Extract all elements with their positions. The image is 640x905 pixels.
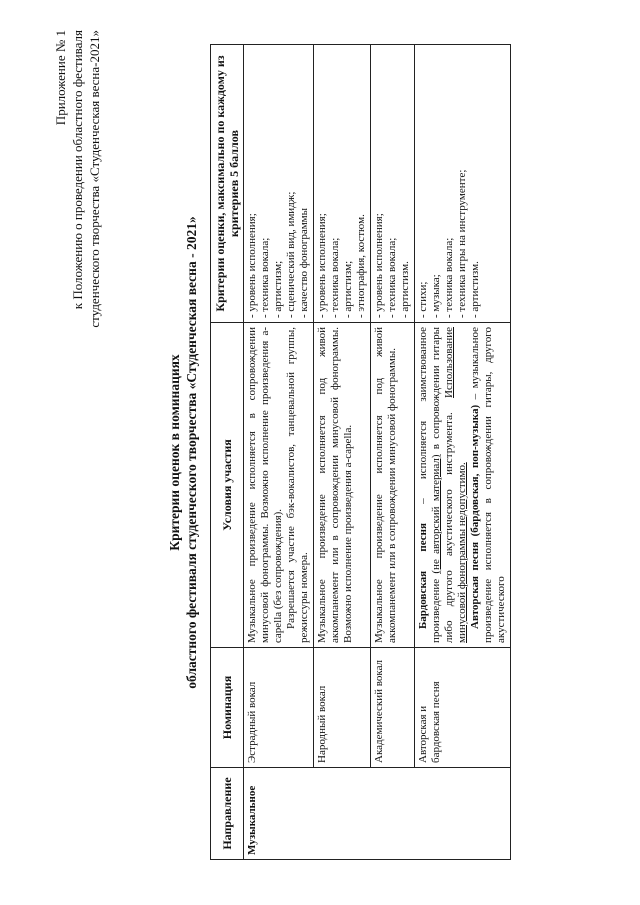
criteria-item: - уровень исполнения;	[373, 49, 386, 318]
conditions-text: в сопровождении гитары либо другого акустического инструмента.	[430, 327, 455, 643]
criteria-table	[210, 44, 511, 860]
conditions-text: Музыкальное произведение исполняется под живой аккомпанемент или в сопровождении минусовой фонограммы.	[373, 327, 398, 643]
criteria-cell	[244, 45, 314, 323]
annex-reference: к Положению о проведении областного фестиваля	[70, 30, 85, 310]
header-nomination: Номинация	[211, 648, 244, 768]
criteria-item: - техника вокала;	[386, 49, 399, 318]
criteria-item: - артистизм.	[469, 49, 482, 318]
criteria-list	[373, 49, 412, 318]
nomination-cell: Эстрадный вокал	[244, 648, 314, 768]
criteria-item: - артистизм.	[399, 49, 412, 318]
conditions-cell	[244, 323, 314, 648]
criteria-list	[316, 49, 368, 318]
criteria-item: - сценический вид, имидж;	[285, 49, 298, 318]
header-conditions: Условия участия	[211, 323, 244, 648]
conditions-text: Разрешается участие бэк-вокалистов, танцевальной группы, режиссуры номера.	[285, 327, 310, 643]
title-line-2: областного фестиваля студенческого творчества «Студенческая весна - 2021»	[184, 216, 199, 689]
author-song-heading: Авторская песня (бардовская, поп-музыка)	[469, 404, 481, 629]
header-direction: Направление	[211, 768, 244, 860]
criteria-item: - артистизм;	[342, 49, 355, 318]
direction-cell: Музыкальное	[244, 768, 511, 860]
criteria-item: - артистизм;	[272, 49, 285, 318]
bard-song-heading: Бардовская песня	[417, 523, 429, 629]
criteria-list	[246, 49, 311, 318]
table-row	[244, 45, 314, 860]
criteria-item: - техника игры на инструменте;	[456, 49, 469, 318]
author-song-paragraph	[469, 327, 508, 643]
nomination-cell: Академический вокал	[371, 648, 415, 768]
conditions-cell	[415, 323, 511, 648]
criteria-item: - качество фонограммы	[298, 49, 311, 318]
document-title	[166, 0, 200, 905]
criteria-cell	[415, 45, 511, 323]
criteria-item: - уровень исполнения;	[246, 49, 259, 318]
conditions-cell	[314, 323, 371, 648]
bard-song-paragraph	[417, 327, 469, 643]
conditions-text: Использование минусовой фонограммы недопустимо.	[443, 327, 468, 643]
table-row	[371, 45, 415, 860]
criteria-item: - стихи;	[417, 49, 430, 318]
criteria-cell	[314, 45, 371, 323]
annex-festival: студенческого творчества «Студенческая весна-2021»	[87, 30, 102, 328]
criteria-item: - техника вокала;	[443, 49, 456, 318]
annex-number: Приложение № 1	[53, 30, 68, 126]
criteria-item: - музыка;	[430, 49, 443, 318]
conditions-text: (не авторский материал)	[430, 454, 442, 574]
table-header-row	[211, 45, 244, 860]
table-row	[415, 45, 511, 860]
criteria-item: - этнография, костюм.	[355, 49, 368, 318]
criteria-item: - уровень исполнения;	[316, 49, 329, 318]
title-line-1: Критерии оценок в номинациях	[167, 354, 182, 551]
nomination-cell: Народный вокал	[314, 648, 371, 768]
header-criteria: Критерии оценки, максимально по каждому из критериев 5 баллов	[211, 45, 244, 323]
criteria-item: - техника вокала;	[329, 49, 342, 318]
conditions-cell	[371, 323, 415, 648]
nomination-cell: Авторская и бардовская песня	[415, 648, 511, 768]
conditions-text: Музыкальное произведение исполняется в сопровождении минусовой фонограммы. Возможно исполнение произведения a-capella (без сопровождения).	[246, 327, 284, 643]
conditions-text: – исполняется заимствованное произведение	[417, 327, 442, 643]
criteria-list	[417, 49, 482, 318]
conditions-text: Музыкальное произведение исполняется под живой аккомпанемент или в сопровождении минусовой фонограммы. Возможно исполнение произведения a-capella.	[316, 327, 354, 643]
criteria-cell	[371, 45, 415, 323]
annex-header	[52, 30, 103, 328]
conditions-text: – музыкальное произведение исполняется в сопровождении гитары, другого акустического	[469, 326, 507, 643]
table-row	[314, 45, 371, 860]
criteria-item: - техника вокала;	[259, 49, 272, 318]
